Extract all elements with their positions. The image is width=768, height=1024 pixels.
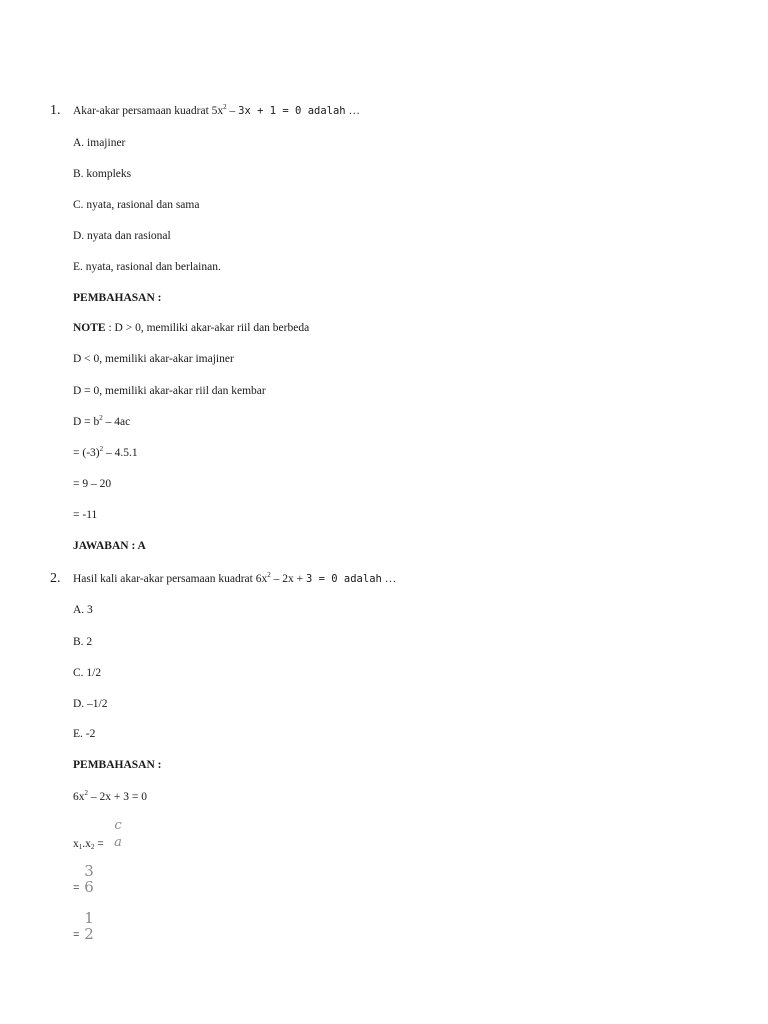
fraction-3-over-6: [82, 863, 96, 895]
equation-part: 6x: [73, 791, 85, 803]
option-a: A. 3: [73, 604, 93, 616]
answer-line: JAWABAN : A: [73, 540, 146, 552]
question-stem: [73, 105, 360, 117]
product-subscript: 2: [90, 843, 95, 851]
note-line: [73, 322, 309, 334]
stem-mid: – 2x +: [270, 573, 306, 585]
equals-sign: =: [73, 882, 80, 894]
stem-mid: –: [226, 105, 239, 117]
formula-exponent: 2: [99, 414, 103, 422]
stem-ellipsis: …: [345, 105, 360, 117]
option-c: C. nyata, rasional dan sama: [73, 199, 200, 211]
option-b: B. kompleks: [73, 168, 132, 180]
product-roots-label: [73, 838, 104, 850]
stem-text: Akar-akar persamaan kuadrat 5x: [73, 105, 224, 117]
formula-part: D = b: [73, 416, 100, 428]
stem-text: Hasil kali akar-akar persamaan kuadrat 6x: [73, 573, 268, 585]
option-c: C. 1/2: [73, 667, 102, 679]
substitution-part: – 4.5.1: [103, 447, 138, 459]
product-subscript: 1: [78, 843, 83, 851]
question-number: 2.: [50, 571, 61, 586]
option-e: E. nyata, rasional dan berlainan.: [73, 261, 221, 273]
equation-line: [73, 791, 147, 803]
calc-result: = -11: [73, 509, 98, 521]
option-d: D. –1/2: [73, 698, 108, 710]
fraction-1-over-2: [82, 910, 96, 942]
fraction-numerator: 1: [84, 909, 94, 927]
fraction-denominator: 2: [84, 925, 94, 943]
equals-sign: =: [73, 929, 80, 941]
fraction-numerator: 3: [84, 862, 94, 880]
formula-part: – 4ac: [102, 416, 131, 428]
option-a: A. imajiner: [73, 137, 126, 149]
discriminant-negative-line: D < 0, memiliki akar-akar imajiner: [73, 353, 234, 365]
question-number: 1.: [50, 103, 61, 118]
equation-part: – 2x + 3 = 0: [88, 791, 147, 803]
calc-step: = 9 – 20: [73, 478, 112, 490]
fraction-denominator: 6: [84, 878, 94, 896]
fraction-numerator: c: [114, 818, 122, 833]
option-e: E. -2: [73, 728, 96, 740]
stem-ellipsis: …: [381, 573, 397, 585]
note-text: : D > 0, memiliki akar-akar riil dan berbeda: [105, 322, 310, 334]
stem-equation: 3x + 1 = 0 adalah: [238, 105, 346, 117]
pembahasan-heading: PEMBAHASAN :: [73, 292, 162, 304]
stem-equation: 3 = 0 adalah: [305, 573, 382, 585]
option-d: D. nyata dan rasional: [73, 230, 171, 242]
substitution-part: = (-3): [73, 447, 100, 459]
stem-exponent: 2: [223, 103, 227, 111]
product-equals: =: [94, 838, 104, 850]
product-part: x: [73, 838, 79, 850]
pembahasan-heading: PEMBAHASAN :: [73, 759, 162, 771]
question-stem: [73, 573, 396, 585]
option-b: B. 2: [73, 636, 93, 648]
substitution-exponent: 2: [99, 445, 104, 453]
stem-exponent: 2: [267, 571, 271, 579]
substitution-line: [73, 447, 138, 459]
fraction-denominator: a: [114, 835, 122, 850]
note-label: NOTE: [73, 322, 106, 334]
discriminant-formula: [73, 416, 130, 428]
equation-exponent: 2: [84, 789, 88, 797]
product-part: .x: [82, 838, 91, 850]
discriminant-zero-line: D = 0, memiliki akar-akar riil dan kembar: [73, 385, 266, 397]
fraction-c-over-a: [111, 817, 125, 851]
